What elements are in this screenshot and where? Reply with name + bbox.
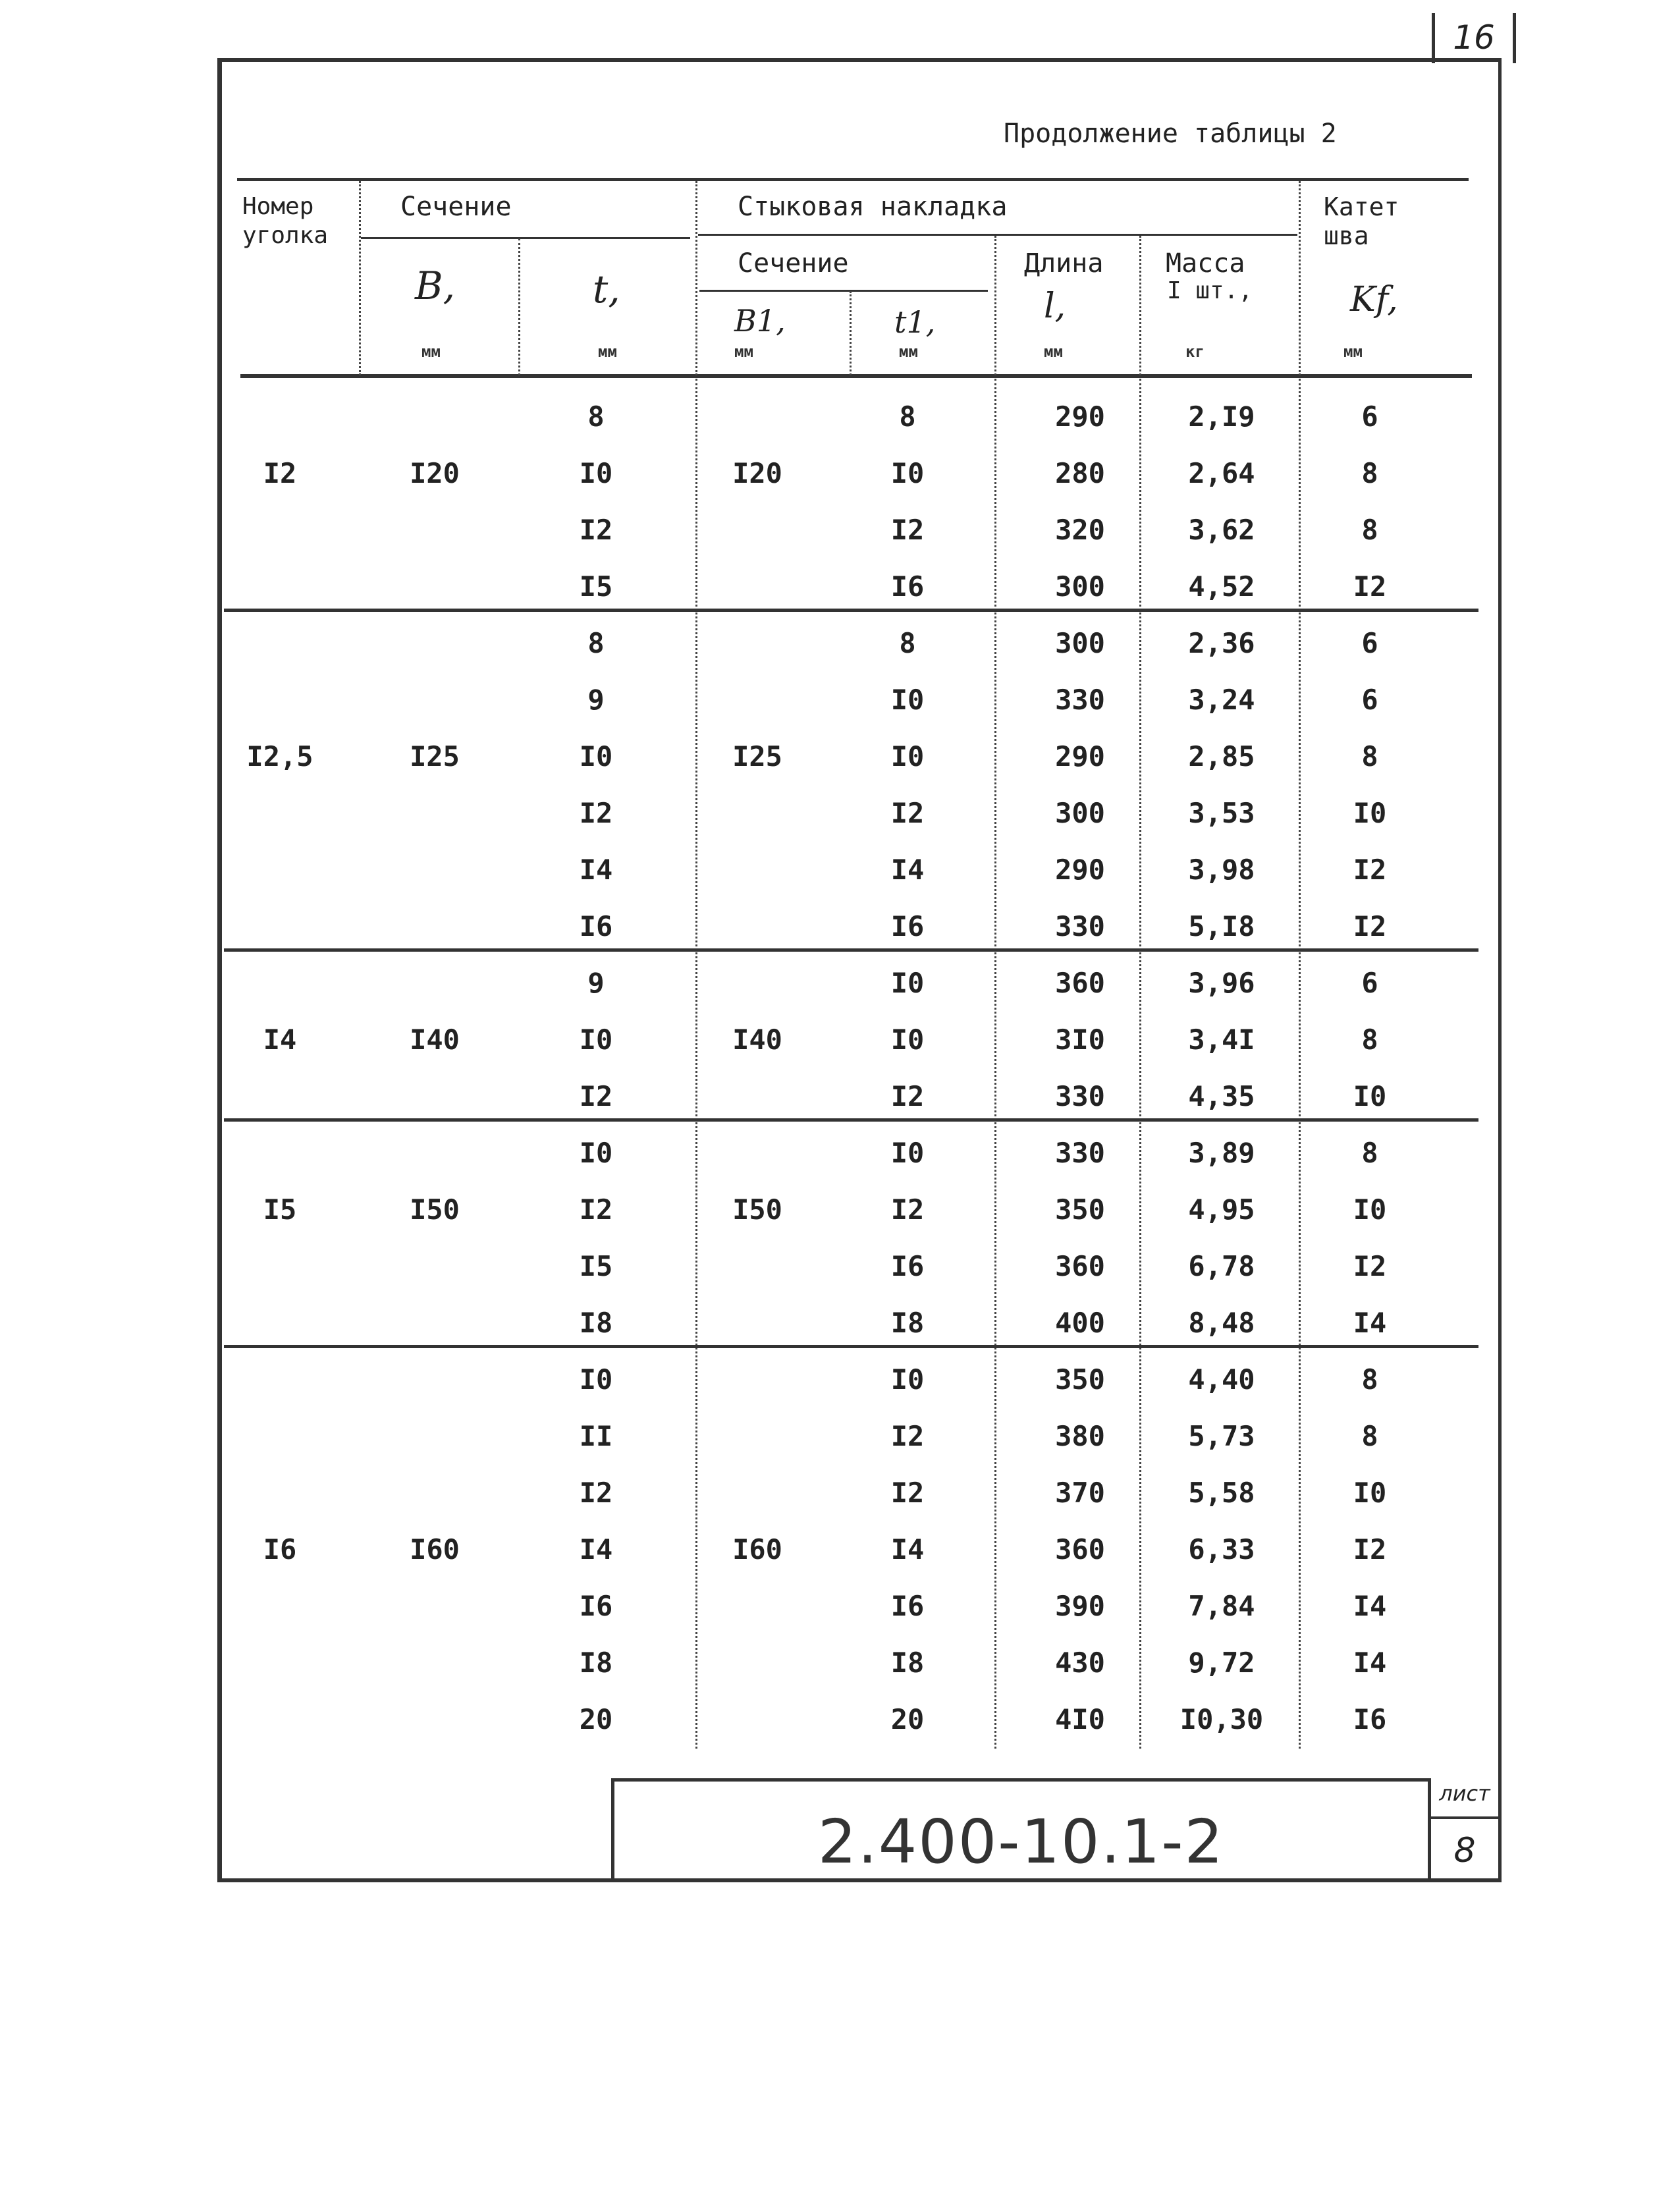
row-t1-cell: 8 — [899, 627, 916, 659]
row-l-cell: 3I0 — [1055, 1023, 1105, 1056]
row-t-cell: I4 — [579, 854, 613, 886]
group-separator-rule — [224, 948, 1478, 952]
header-t-symbol: t, — [593, 267, 620, 312]
body-sep-2 — [994, 379, 996, 1749]
row-l-cell: 360 — [1055, 967, 1105, 999]
row-l-cell: 330 — [1055, 910, 1105, 942]
row-kf-cell: 8 — [1361, 514, 1378, 546]
row-l-cell: 350 — [1055, 1363, 1105, 1396]
row-kf-cell: 8 — [1361, 1363, 1378, 1396]
row-m-cell: 2,85 — [1188, 740, 1255, 773]
group-b1-cell: I50 — [732, 1193, 782, 1226]
row-t1-cell: I0 — [890, 684, 925, 716]
row-t1-cell: I2 — [890, 514, 925, 546]
row-t1-cell: I2 — [890, 1477, 925, 1509]
row-kf-cell: I4 — [1353, 1307, 1387, 1339]
row-l-cell: 290 — [1055, 740, 1105, 773]
row-t-cell: I5 — [579, 1250, 613, 1282]
row-kf-cell: 6 — [1361, 400, 1378, 433]
table-caption: Продолжение таблицы 2 — [1004, 119, 1337, 149]
row-kf-cell: I2 — [1353, 854, 1387, 886]
row-m-cell: 3,96 — [1188, 967, 1255, 999]
row-l-cell: 400 — [1055, 1307, 1105, 1339]
document-code: 2.400-10.1-2 — [817, 1807, 1225, 1877]
header-top-rule — [237, 178, 1469, 181]
row-kf-cell: I2 — [1353, 570, 1387, 603]
row-t1-cell: I0 — [890, 1363, 925, 1396]
row-l-cell: 330 — [1055, 1137, 1105, 1169]
row-t1-cell: I0 — [890, 1023, 925, 1056]
sheet-label: лист — [1439, 1781, 1490, 1806]
header-t1-unit: мм — [899, 342, 918, 361]
header-sep-7 — [1299, 181, 1301, 375]
header-l-unit: мм — [1044, 342, 1063, 361]
row-m-cell: 3,89 — [1188, 1137, 1255, 1169]
header-mass-sub: I шт., — [1167, 277, 1253, 304]
row-kf-cell: 8 — [1361, 1420, 1378, 1452]
group-b-cell: I40 — [410, 1023, 460, 1056]
row-t-cell: I0 — [579, 740, 613, 773]
row-m-cell: 3,62 — [1188, 514, 1255, 546]
group-number-cell: I2 — [263, 457, 297, 489]
row-l-cell: 300 — [1055, 570, 1105, 603]
row-m-cell: 3,53 — [1188, 797, 1255, 829]
header-mass-unit: кг — [1185, 342, 1205, 361]
row-l-cell: 360 — [1055, 1250, 1105, 1282]
row-t-cell: I2 — [579, 514, 613, 546]
row-l-cell: 300 — [1055, 797, 1105, 829]
group-separator-rule — [224, 1118, 1478, 1122]
row-t-cell: II — [579, 1420, 613, 1452]
row-kf-cell: 8 — [1361, 457, 1378, 489]
row-l-cell: 380 — [1055, 1420, 1105, 1452]
row-t1-cell: 20 — [890, 1703, 925, 1735]
row-kf-cell: 6 — [1361, 627, 1378, 659]
row-kf-cell: I2 — [1353, 1533, 1387, 1566]
row-t1-cell: I2 — [890, 1080, 925, 1112]
header-b-unit: мм — [421, 342, 441, 361]
group-b1-cell: I60 — [732, 1533, 782, 1566]
header-sub-rule-section — [361, 237, 690, 239]
row-t1-cell: I6 — [890, 1590, 925, 1622]
row-t1-cell: I0 — [890, 967, 925, 999]
header-plate-section: Сечение — [738, 248, 849, 279]
title-block — [611, 1778, 1428, 1882]
row-kf-cell: I0 — [1353, 797, 1387, 829]
row-m-cell: 2,I9 — [1188, 400, 1255, 433]
header-l-symbol: l, — [1044, 286, 1066, 326]
row-t1-cell: 8 — [899, 400, 916, 433]
row-t1-cell: I6 — [890, 1250, 925, 1282]
row-l-cell: 4I0 — [1055, 1703, 1105, 1735]
body-sep-3 — [1139, 379, 1141, 1749]
row-kf-cell: 6 — [1361, 684, 1378, 716]
group-b1-cell: I20 — [732, 457, 782, 489]
row-m-cell: 3,98 — [1188, 854, 1255, 886]
row-kf-cell: I0 — [1353, 1193, 1387, 1226]
row-m-cell: 5,I8 — [1188, 910, 1255, 942]
row-m-cell: 4,40 — [1188, 1363, 1255, 1396]
row-t-cell: 20 — [579, 1703, 613, 1735]
header-length: Длина — [1024, 248, 1104, 279]
row-l-cell: 330 — [1055, 1080, 1105, 1112]
header-sep-5 — [994, 236, 996, 375]
row-t1-cell: I4 — [890, 1533, 925, 1566]
row-t-cell: I0 — [579, 1137, 613, 1169]
row-kf-cell: I0 — [1353, 1080, 1387, 1112]
header-plate: Стыковая накладка — [738, 192, 1008, 222]
row-t-cell: 9 — [587, 684, 605, 716]
row-t1-cell: I2 — [890, 1193, 925, 1226]
row-t-cell: 8 — [587, 400, 605, 433]
row-t1-cell: I4 — [890, 854, 925, 886]
row-l-cell: 280 — [1055, 457, 1105, 489]
header-sep-6 — [1139, 236, 1141, 375]
row-kf-cell: 6 — [1361, 967, 1378, 999]
row-kf-cell: I4 — [1353, 1590, 1387, 1622]
row-m-cell: 5,73 — [1188, 1420, 1255, 1452]
header-b1-unit: мм — [734, 342, 753, 361]
header-t-unit: мм — [598, 342, 617, 361]
row-t1-cell: I8 — [890, 1307, 925, 1339]
row-t-cell: 8 — [587, 627, 605, 659]
group-number-cell: I6 — [263, 1533, 297, 1566]
group-b-cell: I25 — [410, 740, 460, 773]
row-kf-cell: I2 — [1353, 1250, 1387, 1282]
row-kf-cell: 8 — [1361, 740, 1378, 773]
row-l-cell: 290 — [1055, 400, 1105, 433]
row-l-cell: 430 — [1055, 1647, 1105, 1679]
corner-mark-text: 16 — [1453, 18, 1495, 57]
group-b-cell: I50 — [410, 1193, 460, 1226]
row-t-cell: I6 — [579, 910, 613, 942]
body-sep-1 — [695, 379, 697, 1749]
row-m-cell: 3,24 — [1188, 684, 1255, 716]
row-t-cell: I2 — [579, 1193, 613, 1226]
group-number-cell: I5 — [263, 1193, 297, 1226]
body-sep-4 — [1299, 379, 1301, 1749]
row-t1-cell: I0 — [890, 457, 925, 489]
row-t-cell: I4 — [579, 1533, 613, 1566]
header-sep-3 — [695, 181, 697, 375]
row-m-cell: 4,35 — [1188, 1080, 1255, 1112]
group-b-cell: I20 — [410, 457, 460, 489]
sheet-number: 8 — [1453, 1831, 1476, 1870]
row-kf-cell: I2 — [1353, 910, 1387, 942]
header-sep-2 — [518, 238, 520, 375]
row-t1-cell: I8 — [890, 1647, 925, 1679]
row-t1-cell: I0 — [890, 740, 925, 773]
row-kf-cell: 8 — [1361, 1137, 1378, 1169]
row-t-cell: I0 — [579, 457, 613, 489]
row-m-cell: 4,95 — [1188, 1193, 1255, 1226]
row-t-cell: I8 — [579, 1307, 613, 1339]
header-sub-rule-plate-section — [699, 290, 988, 292]
header-sep-1 — [359, 181, 361, 375]
group-b1-cell: I40 — [732, 1023, 782, 1056]
row-kf-cell: I0 — [1353, 1477, 1387, 1509]
row-t1-cell: I6 — [890, 910, 925, 942]
header-sep-4 — [850, 291, 852, 375]
corner-sheet-mark — [1432, 13, 1516, 63]
group-separator-rule — [224, 609, 1478, 612]
row-l-cell: 360 — [1055, 1533, 1105, 1566]
row-m-cell: 8,48 — [1188, 1307, 1255, 1339]
row-l-cell: 320 — [1055, 514, 1105, 546]
row-m-cell: 6,33 — [1188, 1533, 1255, 1566]
row-m-cell: 4,52 — [1188, 570, 1255, 603]
row-t1-cell: I2 — [890, 1420, 925, 1452]
row-l-cell: 290 — [1055, 854, 1105, 886]
sheet-divider — [1431, 1816, 1498, 1819]
row-t-cell: I8 — [579, 1647, 613, 1679]
row-t1-cell: I6 — [890, 570, 925, 603]
row-kf-cell: 8 — [1361, 1023, 1378, 1056]
header-mass: Масса — [1166, 248, 1245, 279]
row-t1-cell: I0 — [890, 1137, 925, 1169]
row-m-cell: I0,30 — [1179, 1703, 1264, 1735]
row-l-cell: 350 — [1055, 1193, 1105, 1226]
row-m-cell: 9,72 — [1188, 1647, 1255, 1679]
header-weld: Катет шва — [1324, 192, 1399, 250]
row-m-cell: 5,58 — [1188, 1477, 1255, 1509]
group-b1-cell: I25 — [732, 740, 782, 773]
row-l-cell: 370 — [1055, 1477, 1105, 1509]
row-t-cell: I6 — [579, 1590, 613, 1622]
group-b-cell: I60 — [410, 1533, 460, 1566]
row-t-cell: I0 — [579, 1023, 613, 1056]
sheet-number-box — [1428, 1778, 1498, 1882]
row-t-cell: I2 — [579, 797, 613, 829]
row-l-cell: 300 — [1055, 627, 1105, 659]
header-sub-rule-plate — [698, 234, 1297, 236]
row-t-cell: I2 — [579, 1477, 613, 1509]
row-t-cell: I2 — [579, 1080, 613, 1112]
header-t1-symbol: t1, — [894, 304, 936, 340]
row-t-cell: 9 — [587, 967, 605, 999]
group-separator-rule — [224, 1345, 1478, 1348]
header-kf-unit: мм — [1343, 342, 1363, 361]
row-m-cell: 3,4I — [1188, 1023, 1255, 1056]
header-number: Номер уголка — [242, 193, 329, 249]
header-kf-symbol: Kf, — [1350, 280, 1398, 319]
row-kf-cell: I6 — [1353, 1703, 1387, 1735]
group-number-cell: I2,5 — [246, 740, 313, 773]
row-t-cell: I5 — [579, 570, 613, 603]
header-section: Сечение — [400, 192, 512, 222]
row-m-cell: 6,78 — [1188, 1250, 1255, 1282]
header-b1-symbol: B1, — [734, 303, 786, 339]
header-b-symbol: B, — [415, 263, 456, 308]
row-l-cell: 330 — [1055, 684, 1105, 716]
row-t-cell: I0 — [579, 1363, 613, 1396]
row-t1-cell: I2 — [890, 797, 925, 829]
row-m-cell: 2,36 — [1188, 627, 1255, 659]
row-kf-cell: I4 — [1353, 1647, 1387, 1679]
row-m-cell: 7,84 — [1188, 1590, 1255, 1622]
header-bottom-rule — [240, 374, 1472, 378]
row-l-cell: 390 — [1055, 1590, 1105, 1622]
group-number-cell: I4 — [263, 1023, 297, 1056]
row-m-cell: 2,64 — [1188, 457, 1255, 489]
